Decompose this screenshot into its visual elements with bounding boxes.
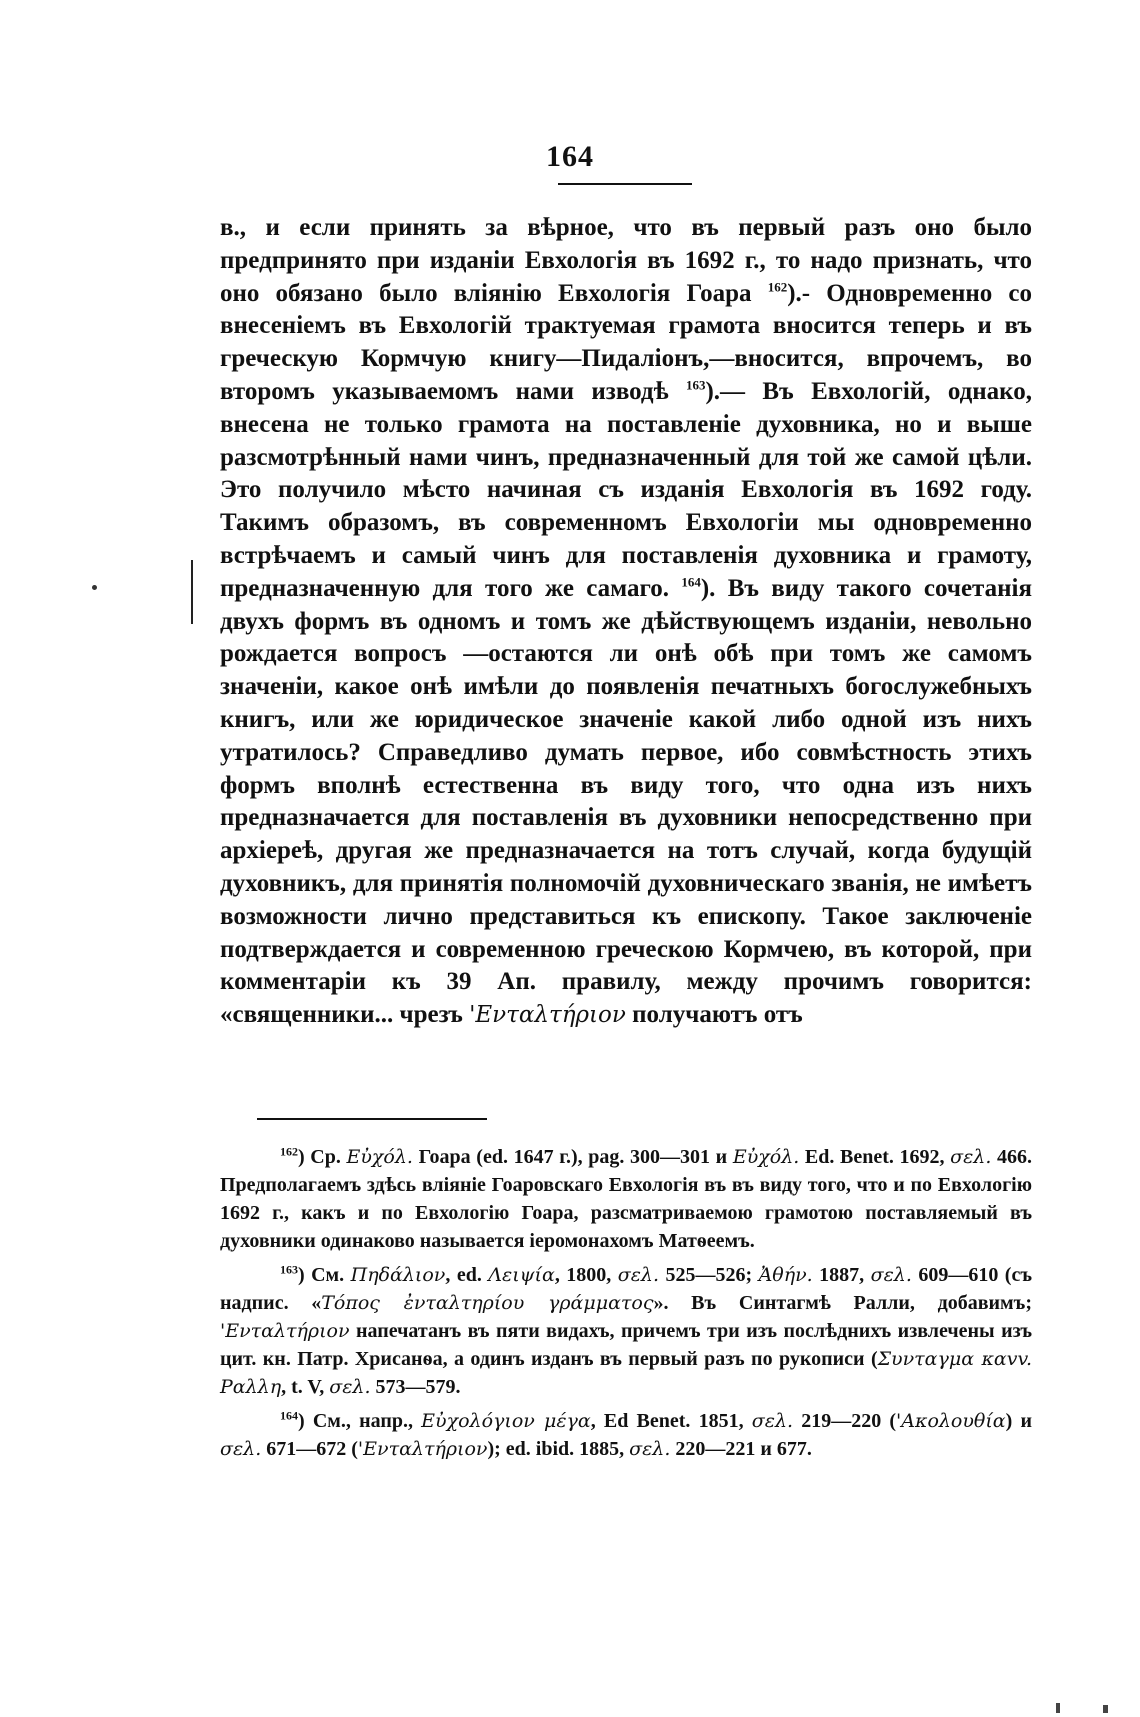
scan-speck: [1056, 1703, 1060, 1713]
footnote-marker: 162: [280, 1144, 298, 1159]
footnote-162: [220, 1143, 1032, 1255]
footnotes: [220, 1143, 1032, 1469]
greek-term: σελ.: [950, 1146, 992, 1168]
footnote-text: 219—220 (: [793, 1410, 897, 1432]
footnote-text: , ed.: [445, 1264, 489, 1286]
text-segment: ).— Въ Евхологій, однако, внесена не только грамота на поставленіе духовника, но и выше разсмотрѣнный нами чинъ, предназначенный для той же самой цѣли. Это получило мѣсто начиная съ изданія Евхологія въ 1692 году. Такимъ образомъ, въ современномъ Евхологіи мы одновременно встрѣчаемъ и самый чинъ для поставленія духовника и грамоту, предназначенную для того же самаго.: [220, 377, 1032, 602]
greek-term: 'Ενταλτήριον: [357, 1438, 488, 1460]
footnote-text: Ed. Benet. 1692,: [799, 1146, 951, 1168]
scan-speck: [1103, 1705, 1108, 1713]
footnote-text: 671—672 (: [261, 1438, 358, 1460]
footnote-text: 525—526;: [659, 1264, 759, 1286]
greek-term: Εὐχολόγιον μέγα: [421, 1410, 591, 1432]
footnote-text: Гоара (ed. 1647 г.), pag. 300—301 и: [412, 1146, 733, 1168]
greek-term: σελ.: [329, 1376, 371, 1398]
greek-term: σελ.: [629, 1438, 671, 1460]
greek-term: 'Ενταλτήριον: [469, 1002, 626, 1029]
margin-dot: [92, 585, 97, 590]
footnote-text: , Ed Benet. 1851,: [590, 1410, 752, 1432]
greek-term: σελ.: [751, 1410, 794, 1432]
greek-term: Πηδάλιον: [350, 1264, 446, 1286]
footnote-rule: [257, 1118, 487, 1120]
greek-term: 'Ενταλτήριον: [220, 1320, 350, 1342]
greek-term: Τόπος ἐνταλτηρίου γράμματος: [321, 1292, 654, 1314]
greek-term: σελ.: [617, 1264, 659, 1286]
text-segment: в., и если принять за вѣрное, что въ первый разъ оно было предпринято при изданіи Евхологія въ 1692 г., то надо признать, что оно обязано было вліянію Евхологія Гоара: [220, 214, 1032, 307]
footnote-text: ) Ср.: [298, 1146, 347, 1168]
footnote-text: ) См.: [298, 1264, 351, 1286]
main-text: [220, 212, 1032, 1032]
footnote-text: напечатанъ въ пяти видахъ, причемъ три изъ послѣднихъ извлечены изъ цит. кн. Патр. Хрисанѳа, а одинъ изданъ въ первый разъ по рукописи (: [220, 1320, 1032, 1370]
greek-term: Εὐχόλ.: [346, 1146, 413, 1168]
text-segment: получаютъ отъ: [625, 1001, 803, 1029]
greek-term: Εὐχόλ.: [732, 1146, 800, 1168]
page-number-rule: [558, 183, 692, 185]
text-segment: ). Въ виду такого сочетанія двухъ формъ въ одномъ и томъ же дѣйствующемъ изданіи, невольно рождается вопросъ —остаются ли онѣ обѣ при томъ же самомъ значеніи, какое онѣ имѣли до появленія печатныхъ богослужебныхъ книгъ, или же юридическое значеніе какой либо одной изъ нихъ утратилось? Справедливо думать первое, ибо совмѣстность этихъ формъ вполнѣ естественна въ виду того, что одна изъ нихъ предназначается для поставленія въ духовники непосредственно при архіереѣ, другая же предназначается на тотъ случай, когда будущій духовникъ, для принятія полномочій духовническаго званія, не имѣетъ возможности лично представиться къ епископу. Такое заключеніе подтверждается и современною греческою Кормчею, въ которой, при комментаріи къ 39 Ап. правилу, между прочимъ говорится: «священники... чрезъ: [220, 574, 1032, 1029]
footnote-text: ); ed. ibid. 1885,: [487, 1438, 630, 1460]
footnote-text: 1887,: [812, 1264, 871, 1286]
greek-term: Λειψία: [488, 1264, 555, 1286]
text-segment: ).- Одновременно со внесеніемъ въ Евхологій трактуемая грамота вносится теперь и въ греческую Кормчую книгу—Пидаліонъ,—вносится, впрочемъ, во второмъ указываемомъ нами изводѣ: [220, 279, 1033, 405]
footnote-marker: 164: [280, 1408, 298, 1423]
page-number: 164: [546, 140, 594, 173]
footnote-text: 220—221 и 677.: [670, 1438, 812, 1460]
footnote-164: [220, 1407, 1032, 1463]
greek-term: Συνταγμα καvv. Ραλλη: [220, 1348, 1033, 1398]
footnote-ref: 164: [681, 574, 701, 590]
footnote-ref: 162: [767, 279, 788, 295]
footnote-text: , t. V,: [281, 1376, 330, 1398]
footnote-text: ) См., напр.,: [298, 1410, 422, 1432]
footnote-text: ) и: [1005, 1410, 1032, 1432]
footnote-163: [220, 1261, 1032, 1401]
footnote-text: 609—610 (съ надпис. «: [220, 1264, 1033, 1314]
greek-term: Ἀθήν.: [758, 1264, 813, 1286]
main-paragraph: [220, 212, 1032, 1032]
margin-pencil-mark: [191, 560, 193, 624]
footnote-marker: 163: [280, 1262, 298, 1277]
greek-term: σελ.: [870, 1264, 912, 1286]
footnote-text: ». Въ Синтагмѣ Ралли, добавимъ;: [653, 1292, 1032, 1314]
greek-term: σελ.: [220, 1438, 262, 1460]
footnote-ref: 163: [685, 377, 706, 393]
greek-term: 'Ακολουθία: [896, 1410, 1006, 1432]
footnote-text: , 1800,: [554, 1264, 618, 1286]
footnote-text: 466. Предполагаемъ здѣсь вліяніе Гоаровскаго Евхологія въ въ виду того, что и по Евхологію 1692 г., какъ и по Евхологію Гоара, разсматриваемою грамотою поставляемый въ духовники одинаково называется іеромонахомъ Матѳеемъ.: [220, 1146, 1033, 1252]
footnote-text: 573—579.: [370, 1376, 461, 1398]
